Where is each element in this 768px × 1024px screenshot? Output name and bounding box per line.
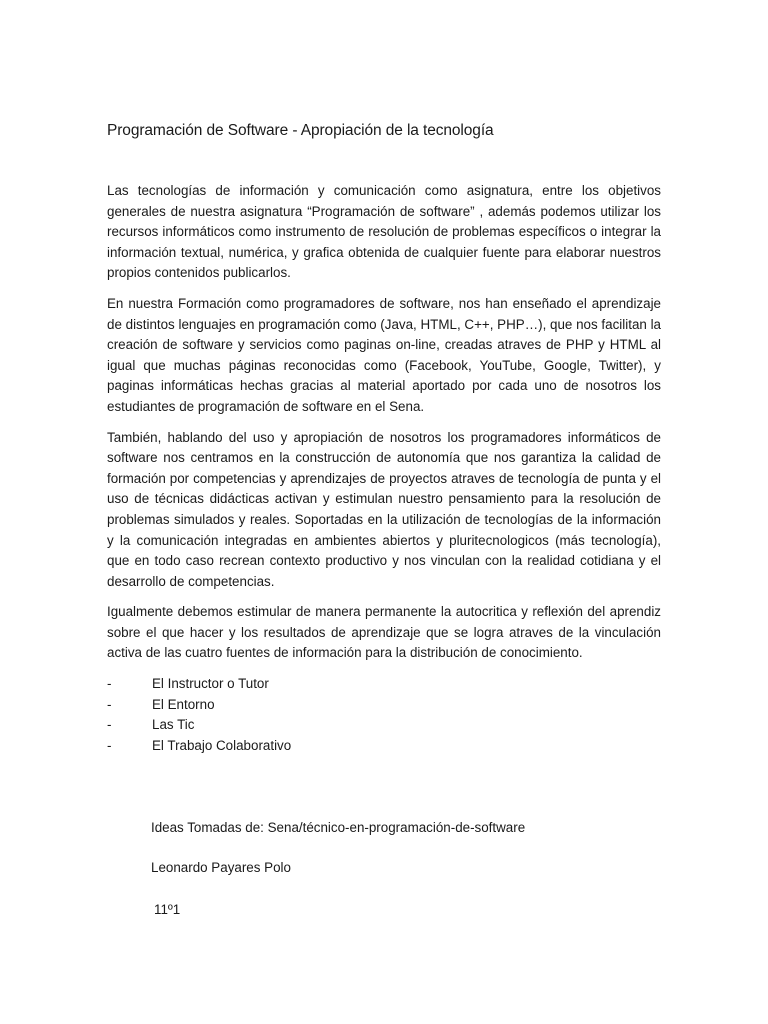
list-item-label: El Entorno [152,696,215,712]
paragraph-self-criticism: Igualmente debemos estimular de manera permanente la autocritica y reflexión del aprendiz sobre el que hacer y los resultados de aprendizaje que se logra atraves de la vinculación activa de las cuatro fuentes de información para la distribución de conocimiento. [107,604,661,661]
document-body [107,181,661,756]
list-dash: - [107,717,112,733]
list-item [107,715,661,736]
list-item-label: El Trabajo Colaborativo [152,737,292,753]
source-line: Ideas Tomadas de: Sena/técnico-en-programación-de-software [151,820,526,835]
list-item [107,736,661,757]
information-sources-list [107,674,661,756]
list-item-label: Las Tic [152,717,195,733]
list-item-label: El Instructor o Tutor [152,676,269,692]
list-dash: - [107,676,112,692]
list-dash: - [107,696,112,712]
paragraph-intro: Las tecnologías de información y comunicación como asignatura, entre los objetivos generales de nuestra asignatura “Programación de software” , además podemos utilizar los recursos informáticos como instrumento de resolución de problemas específicos o integrar la información textual, numérica, y grafica obtenida de cualquier fuente para elaborar nuestros propios contenidos publicarlos. [107,183,661,281]
paragraph-appropriation: También, hablando del uso y apropiación de nosotros los programadores informáticos de software nos centramos en la construcción de autonomía que nos garantiza la calidad de formación por competencias y aprendizajes de proyectos atraves de tecnología de punta y el uso de técnicas didácticas activan y estimulan nuestro pensamiento para la resolución de problemas simulados y reales. Soportadas en la utilización de tecnologías de la información y la comunicación integradas en ambientes abiertos y pluritecnologicos (más tecnología), que en todo caso recrean contexto productivo y nos vinculan con la realidad cotidiana y el desarrollo de competencias. [107,429,661,589]
list-item [107,695,661,716]
paragraph-formation: En nuestra Formación como programadores de software, nos han enseñado el aprendizaje de distintos lenguajes en programación como (Java, HTML, C++, PHP…), que nos facilitan la creación de software y servicios como paginas on-line, creadas atraves de PHP y HTML al igual que muchas páginas reconocidas como (Facebook, YouTube, Google, Twitter), y paginas informáticas hechas gracias al material aportado por cada uno de nosotros los estudiantes de programación de software en el Sena. [107,295,661,414]
document-title: Programación de Software - Apropiación de la tecnología [107,122,494,139]
author-name: Leonardo Payares Polo [151,860,291,875]
list-item [107,674,661,695]
grade-label: 11º1 [154,902,181,917]
list-dash: - [107,737,112,753]
